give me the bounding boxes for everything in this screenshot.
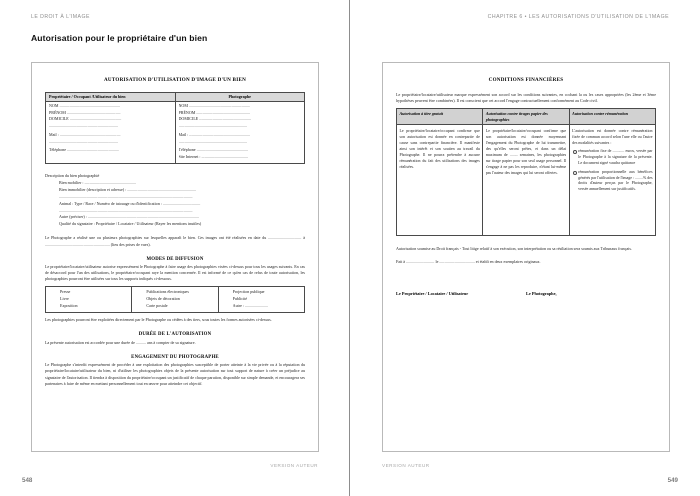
description-item-animal[interactable]: Animal : Type / Race / Numéro de tatouage ou d'identification : ..................................... (59, 201, 305, 208)
diffusion-paragraph: Le propriétaire/locataire/utilisateur autorise expressément le Photographe à faire usage des photographies visées ci-dessus pour tous les usages suivants. En cas de désaccord pour l'un des utilisations, le propriétaire/occupant raye la mention concernée. Il est informé de ce qu'en cas de refus de toute autorisation, les photographies pourront être utilisées sur tous les supports indiqués ci-dessous. (45, 264, 305, 282)
spacer (45, 164, 305, 173)
engagement-paragraph: Le Photographe s'interdit expressément de procéder à une exploitation des photographies susceptible de porter atteinte à la vie privée ou à la réputation du propriétaire/locataire/utilisateur du bien, ni d'utiliser les photographies objets de la présente autorisation sur tout support de nature à créer un préjudice au signataire de l'autorisation. Il tiendra à disposition du propriétaire/occupant un justificatif de chaque parution, disponible sur simple demande, et encouragera ses partenaires à faire de même en mettant personnellement tout en œuvre pour atteindre cet objectif. (45, 362, 305, 386)
photographer-field-domicile[interactable]: DOMICILE ................................................... (178, 116, 251, 122)
description-item-immobilier-cont[interactable]: .................................................................................................................................... (59, 194, 305, 201)
photographer-field-prenom[interactable]: PRÉNOM ..................................................... (178, 109, 250, 115)
signature-photographer-label: Le Photographe, (526, 291, 557, 297)
diffusion-section-title: MODES DE DIFFUSION (146, 256, 204, 262)
description-item-animal-cont[interactable]: .................................................................................................................................... (59, 208, 305, 215)
folio-right: 549 (667, 477, 678, 484)
description-item-mobilier[interactable]: Bien mobilier : ................................................... (59, 180, 305, 187)
diffusion-list-3 (222, 289, 301, 310)
diffusion-list-1 (49, 289, 128, 310)
financial-header-row (397, 109, 656, 125)
spacer (45, 228, 305, 235)
diffusion-col-2 (132, 286, 218, 312)
version-mark-left: VERSION AUTEUR (270, 463, 318, 468)
remuneration-option-proportionnelle[interactable]: rémunération proportionnelle aux bénéfices générés par l'utilisation de l'image : ........% des droits d'auteur perçus par le Photographe, versée annuellement sur justificatifs. (578, 168, 653, 192)
diffusion-footer-paragraph: Les photographies pourront être exploitées directement par le Photographe ou cédées à des tiers, sous toutes les formes autorisées ci-dessus. (45, 316, 272, 322)
owner-field-mail[interactable]: Mail : ............................................................ (49, 131, 121, 137)
financial-conditions-title: CONDITIONS FINANCIÈRES (488, 77, 564, 83)
financial-conditions-table (396, 108, 656, 236)
signature-row (396, 291, 656, 296)
engagement-section-title: ENGAGEMENT DU PHOTOGRAPHE (131, 354, 219, 360)
form-title: AUTORISATION D'UTILISATION D'IMAGE D'UN BIEN (103, 77, 247, 83)
version-mark-right: VERSION AUTEUR (382, 463, 430, 468)
identity-col-photographer-header: Photographe (175, 93, 305, 102)
photographer-field-website[interactable]: Site Internet : .............................................. (178, 153, 249, 159)
description-item-immobilier[interactable]: Bien immobilier (description et adresse) : .................................................................... (59, 187, 305, 194)
jurisdiction-paragraph: Autorisation soumise au Droit français - Tout litige relatif à son exécution, son interprétation ou sa résiliation sera soumis aux Tribunaux français. (396, 246, 632, 252)
description-label: Description du bien photographié (45, 172, 100, 178)
diffusion-option-projection-publique[interactable]: Projection publique (233, 289, 301, 296)
duration-section-title: DURÉE DE L'AUTORISATION (138, 332, 212, 338)
financial-remuneration-options (572, 148, 652, 192)
diffusion-list-2 (135, 289, 214, 310)
diffusion-option-autre[interactable]: Autre : ....................... (233, 303, 301, 310)
spacer (396, 236, 656, 246)
diffusion-col-3 (218, 286, 304, 312)
diffusion-option-publications-electroniques[interactable]: Publications électroniques (146, 289, 214, 296)
financial-col-header-gratuit: Autorisation à titre gratuit (397, 109, 483, 125)
owner-fields-cell (46, 101, 176, 163)
diffusion-table (45, 286, 305, 313)
owner-field-mail-cont[interactable]: .................................................................... (49, 138, 118, 144)
duration-paragraph[interactable]: La présente autorisation est accordée pour une durée de .......... ans à compter de sa signature. (45, 339, 196, 345)
financial-cell-tirages[interactable] (483, 125, 569, 236)
owner-field-domicile-cont[interactable]: .................................................................... (49, 123, 118, 129)
running-head-left: LE DROIT À L'IMAGE (31, 14, 90, 20)
photographer-field-nom[interactable]: NOM ............................................................ (178, 103, 250, 109)
description-list (45, 180, 305, 229)
financial-cell-gratuit[interactable] (397, 125, 483, 236)
remuneration-option-fixe[interactable]: rémunération fixe de ............ euros, versée par le Photographe à la signature de la présente. Le document signé vaudra quittance (578, 147, 653, 165)
identity-col-owner-header: Propriétaire / Occupant /Utilisateur du bien (46, 93, 176, 102)
signature-owner-label: Le Propriétaire / Locataire / Utilisateur (396, 291, 469, 297)
diffusion-option-exposition[interactable]: Exposition (60, 303, 128, 310)
financial-remuneration-paragraph: L'autorisation est donnée contre rémunération fixée de commun accord selon l'une elle ou l'autre des modalités suivantes : (572, 128, 653, 145)
owner-field-telephone[interactable]: Téléphone ................................................... (49, 147, 119, 153)
right-page (350, 0, 700, 496)
owner-field-domicile[interactable]: DOMICILE ................................................... (49, 116, 122, 122)
photographer-fields-cell (175, 101, 305, 163)
financial-cell-remuneration[interactable] (569, 125, 655, 236)
photographer-field-domicile-cont[interactable]: .................................................................... (178, 123, 248, 129)
owner-field-nom[interactable]: NOM ............................................................ (49, 103, 121, 109)
identity-table (45, 92, 305, 164)
diffusion-option-livre[interactable]: Livre (60, 296, 128, 303)
financial-gratuit-paragraph: Le propriétaire/locataire/occupant confirme que son autorisation est donnée en contrepartie de cause sans contrepartie financière. Il manifeste ainsi son intérêt et son soutien au travail du Photographe. Il ne pourra prétendre à aucune rémunération du fait des utilisations des images réalisées. (399, 128, 480, 169)
financial-intro-paragraph: Le propriétaire/locataire/utilisateur marque expressément son accord sur les conditions suivantes, en cochant la ou les cases appropriées (les 2ème et 3ème hypothèses peuvent être combinées). Il est conscient que cet accord l'engage contractuellement conformément au Code civil. (396, 92, 656, 104)
realisation-paragraph: Le Photographe a réalisé une ou plusieurs photographies sur lesquelles apparaît le bien. Ces images ont été réalisées en date du ................................. à ................................................................ (lieu des prises de vues). (45, 235, 305, 247)
diffusion-col-1 (46, 286, 132, 312)
diffusion-option-presse[interactable]: Presse (60, 289, 128, 296)
identity-table-header-row (46, 93, 305, 102)
description-item-qualite[interactable]: Qualité du signataire : Propriétaire / Locataire / Utilisateur (Rayer les mentions inutiles) (59, 221, 305, 228)
diffusion-option-carte-postale[interactable]: Carte postale (146, 303, 214, 310)
identity-table-body-row (46, 101, 305, 163)
owner-field-prenom[interactable]: PRÉNOM ..................................................... (49, 109, 121, 115)
running-head-right: CHAPITRE 6 • LES AUTORISATIONS D'UTILISATION DE L'IMAGE (487, 14, 669, 20)
diffusion-option-objets-decoration[interactable]: Objets de décoration (146, 296, 214, 303)
description-item-autre[interactable]: Autre (préciser) : .............................................................................................................. (59, 214, 305, 221)
financial-col-header-tirages: Autorisation contre tirages papier des photographies (483, 109, 569, 125)
financial-conditions-box (382, 62, 670, 452)
diffusion-option-publicite[interactable]: Publicité (233, 296, 301, 303)
photographer-field-mail-cont[interactable]: .................................................................... (178, 138, 248, 144)
photographer-field-mail[interactable]: Mail : ............................................................ (178, 131, 250, 137)
place-date-line[interactable]: Fait à ............................ le ................................... et établi en deux exemplaires originaux. (396, 259, 541, 265)
page-title: Autorisation pour le propriétaire d'un bien (31, 33, 208, 43)
folio-left: 548 (22, 477, 33, 484)
diffusion-table-row (46, 286, 305, 312)
authorization-form-box (31, 62, 319, 452)
financial-tirages-paragraph: Le propriétaire/locataire/occupant confirme que son autorisation est donnée moyennant l'engagement du Photographe de lui transmettre, des qu'elles seront prêtes, et dans un délai maximum de ........ semaines, les photographies sur tirage papier pour son seul usage personnel. Il s'engage à ne pas les reproduire, n'étant lui-même pas l'auteur des images qui lui seront offertes. (485, 128, 567, 175)
financial-body-row (397, 125, 656, 236)
photographer-field-telephone[interactable]: Téléphone ................................................... (178, 147, 249, 153)
financial-col-header-remuneration: Autorisation contre rémunération (569, 109, 655, 125)
